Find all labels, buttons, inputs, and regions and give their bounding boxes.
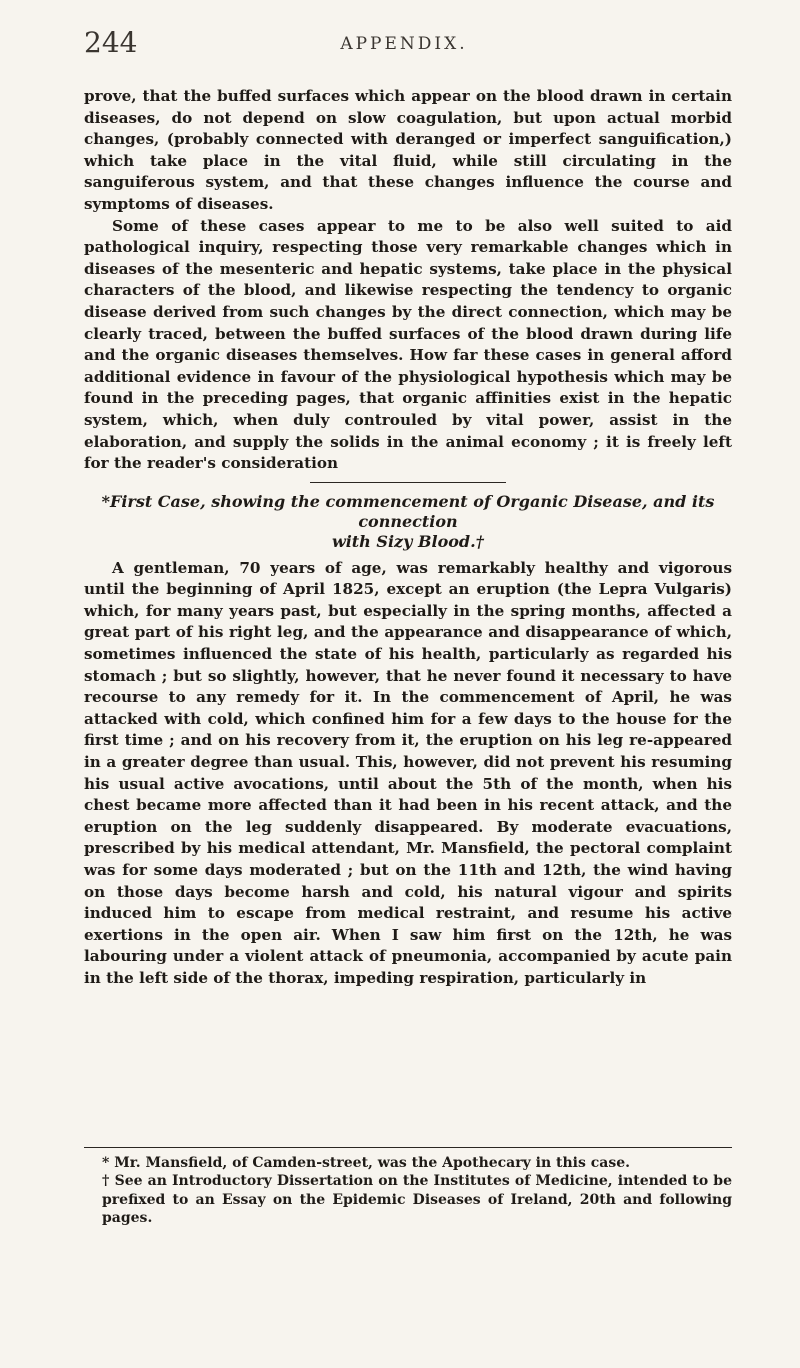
- page-number: 244: [84, 26, 138, 59]
- case-heading-line-2: with Sizy Blood.†: [331, 531, 485, 551]
- page-header: [84, 26, 724, 66]
- case-paragraph: A gentleman, 70 years of age, was remarkably healthy and vigorous until the beginning of April 1825, except an eruption (the Lepra Vulgaris) which, for many years past, but especially in the spring months, affected a great part of his right leg, and the appearance and disappearance of which, sometimes influenced the state of his health, particularly as regarded his stomach ; but so slightly, however, that he never found it necessary to have recourse to any remedy for it. In the commencement of April, he was attacked with cold, which confined him for a few days to the house for the first time ; and on his recovery from it, the eruption on his leg re-appeared in a greater degree than usual. This, however, did not prevent his resuming his usual active avocations, until about the 5th of the month, when his chest became more affected than it had been in his recent attack, and the eruption on the leg suddenly disappeared. By moderate evacuations, prescribed by his medical attendant, Mr. Mansfield, the pectoral complaint was for some days moderated ; but on the 11th and 12th, the wind having on those days become harsh and cold, his natural vigour and spirits induced him to escape from medical restraint, and resume his active exertions in the open air. When I saw him first on the 12th, he was labouring under a violent attack of pneumonia, accompanied by acute pain in the left side of the thorax, impeding respiration, particularly in: [84, 558, 732, 987]
- footnote-2: † See an Introductory Dissertation on the Institutes of Medicine, intended to be prefixed to an Essay on the Epidemic Diseases of Ireland, 20th and following pages.: [102, 1173, 732, 1227]
- footnote-1: * Mr. Mansfield, of Camden-street, was the Apothecary in this case.: [102, 1155, 630, 1171]
- case-heading: [84, 492, 732, 552]
- running-title: APPENDIX.: [340, 34, 468, 54]
- paragraph-1: prove, that the buffed surfaces which appear on the blood drawn in certain diseases, do not depend on slow coagulation, but upon actual morbid changes, (probably connected with deranged or imperfect sanguification,) which take place in the vital fluid, while still circulating in the sanguiferous system, and that these changes influence the course and symptoms of diseases.: [84, 87, 732, 213]
- footnotes: [84, 1147, 732, 1228]
- section-divider: [310, 482, 506, 483]
- body-text: [84, 86, 732, 990]
- case-heading-line-1: *First Case, showing the commencement of Organic Disease, and its connection: [101, 491, 715, 531]
- paragraph-2: Some of these cases appear to me to be also well suited to aid pathological inquiry, respecting those very remarkable changes which in diseases of the mesenteric and hepatic systems, take place in the physical characters of the blood, and likewise respecting the tendency to organic disease derived from such changes by the direct connection, which may be clearly traced, between the buffed surfaces of the blood drawn during life and the organic diseases themselves. How far these cases in general afford additional evidence in favour of the physiological hypothesis which may be found in the preceding pages, that organic affinities exist in the hepatic system, which, when duly controuled by vital power, assist in the elaboration, and supply the solids in the animal economy ; it is freely left for the reader's consideration: [84, 216, 732, 473]
- footnote-divider: [84, 1147, 732, 1148]
